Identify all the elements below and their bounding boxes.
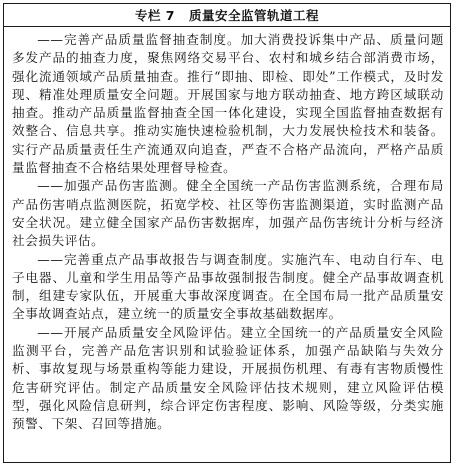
paragraph-risk-assessment: ——开展产品质量安全风险评估。建立全国统一的产品质量安全风险监测平台，完善产品危害识别和试验验证体系，加强产品缺陷与失效分析、事故复现与场景重构等能力建设，开展损伤机理、有毒有害物质慢性危害研究评估。制定产品质量安全风险评估技术规则，建立风险评估模型，强化风险信息研判，综合评定伤害程度、影响、风险等级，分类实施预警、下架、召回等措施。 <box>12 324 444 432</box>
column-label: 专栏 7 <box>134 8 176 23</box>
column-title: 质量安全监管轨道工程 <box>189 8 320 23</box>
column-header <box>4 4 450 27</box>
paragraph-accident-reporting: ——完善重点产品事故报告与调查制度。实施汽车、电动自行车、电子电器、儿童和学生用品等产品事故强制报告制度。健全产品事故调查机制，组建专家队伍，开展重大事故深度调查。在全国布局一批产品质量安全事故调查站点，建立统一的质量安全事故基础数据库。 <box>12 251 444 322</box>
paragraph-supervision-sampling: ——完善产品质量监督抽查制度。加大消费投诉集中产品、质量问题多发产品的抽查力度，聚焦网络交易平台、农村和城乡结合部消费市场，强化流通领域产品质量抽查。推行“即抽、即检、即处”工作模式，及时发现、精准处理质量安全问题。开展国家与地方联动抽查、地方跨区域联动抽查。推动产品质量监督抽查全国一体化建设，实现全国监督抽查数据有效整合、信息共享。推动实施快速检验机制，大力发展快检技术和装备。实行产品质量责任生产流通双向追查，严查不合格产品流向，严格产品质量监督抽查不合格结果处理督导检查。 <box>12 32 444 176</box>
paragraph-injury-monitoring: ——加强产品伤害监测。健全全国统一产品伤害监测系统，合理布局产品伤害哨点监测医院，拓宽学校、社区等伤害监测渠道，实时监测产品安全状况。建立健全国家产品伤害数据库，加强产品伤害统计分析与经济社会损失评估。 <box>12 178 444 249</box>
column-body <box>4 27 450 434</box>
column-box <box>3 3 451 463</box>
